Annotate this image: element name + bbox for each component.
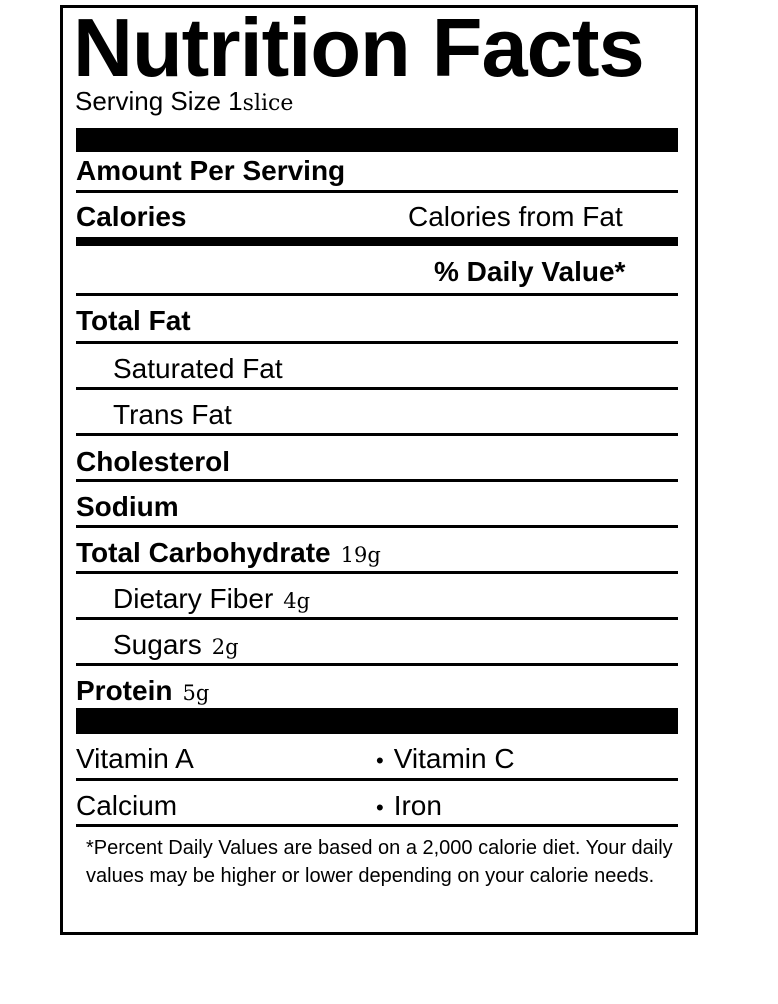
rule-total-fat: [76, 341, 678, 344]
bullet-icon: •: [376, 748, 384, 773]
iron: [376, 792, 442, 820]
nutrient-label: Cholesterol: [76, 446, 231, 477]
calcium: Calcium: [76, 790, 178, 821]
nutrient-total-fat: [76, 307, 201, 335]
nutrient-label: Protein: [76, 675, 173, 706]
nutrient-label: Dietary Fiber: [113, 583, 274, 614]
rule-dietary-fiber: [76, 617, 678, 620]
bullet-icon: •: [376, 795, 384, 820]
nutrient-label: Sodium: [76, 491, 179, 522]
rule-amount: [76, 190, 678, 193]
iron-label: Iron: [393, 790, 442, 821]
nutrient-amount: 2g: [211, 635, 239, 659]
rule-saturated-fat: [76, 387, 678, 390]
nutrient-trans-fat: [113, 401, 242, 429]
nutrient-amount: 19g: [340, 543, 381, 567]
nutrient-label: Total Fat: [76, 305, 191, 336]
vitamin-a: Vitamin A: [76, 743, 194, 774]
nutrient-sodium: [76, 493, 189, 521]
calories-from-fat-label: Calories from Fat: [408, 201, 623, 232]
rule-cholesterol: [76, 479, 678, 482]
rule-vitamins: [76, 778, 678, 781]
rule-daily-value: [76, 293, 678, 296]
vitamin-c: [376, 745, 515, 773]
rule-sodium: [76, 525, 678, 528]
nutrient-total-carbohydrate: [76, 539, 381, 567]
nutrient-sugars: [113, 631, 239, 659]
label-title: Nutrition Facts: [73, 1, 644, 94]
rule-sugars: [76, 663, 678, 666]
nutrient-amount: 4g: [283, 589, 311, 613]
thick-divider-bottom: [76, 708, 678, 734]
serving-size-label: Serving Size 1: [75, 86, 243, 116]
daily-value-header: % Daily Value*: [434, 256, 626, 287]
nutrient-protein: [76, 677, 209, 705]
nutrient-label: Sugars: [113, 629, 202, 660]
rule-trans-fat: [76, 433, 678, 436]
vitamin-c-label: Vitamin C: [393, 743, 515, 774]
nutrient-label: Trans Fat: [113, 399, 232, 430]
rule-total-carbohydrate: [76, 571, 678, 574]
calories-label: Calories: [76, 201, 187, 232]
nutrition-facts-label: [60, 1, 698, 935]
rule-minerals: [76, 824, 678, 827]
nutrient-saturated-fat: [113, 355, 293, 383]
serving-size-value: slice: [242, 91, 294, 116]
nutrient-label: Saturated Fat: [113, 353, 283, 384]
footnote: *Percent Daily Values are based on a 2,000 calorie diet. Your daily values may be higher or lower depending on your calorie needs.: [86, 837, 673, 887]
nutrient-label: Total Carbohydrate: [76, 537, 331, 568]
nutrient-cholesterol: [76, 448, 240, 476]
medium-divider: [76, 237, 678, 246]
amount-per-serving: Amount Per Serving: [76, 155, 346, 186]
thick-divider-top: [76, 128, 678, 152]
serving-size: [75, 88, 293, 115]
nutrient-amount: 5g: [182, 681, 210, 705]
nutrient-dietary-fiber: [113, 585, 310, 613]
